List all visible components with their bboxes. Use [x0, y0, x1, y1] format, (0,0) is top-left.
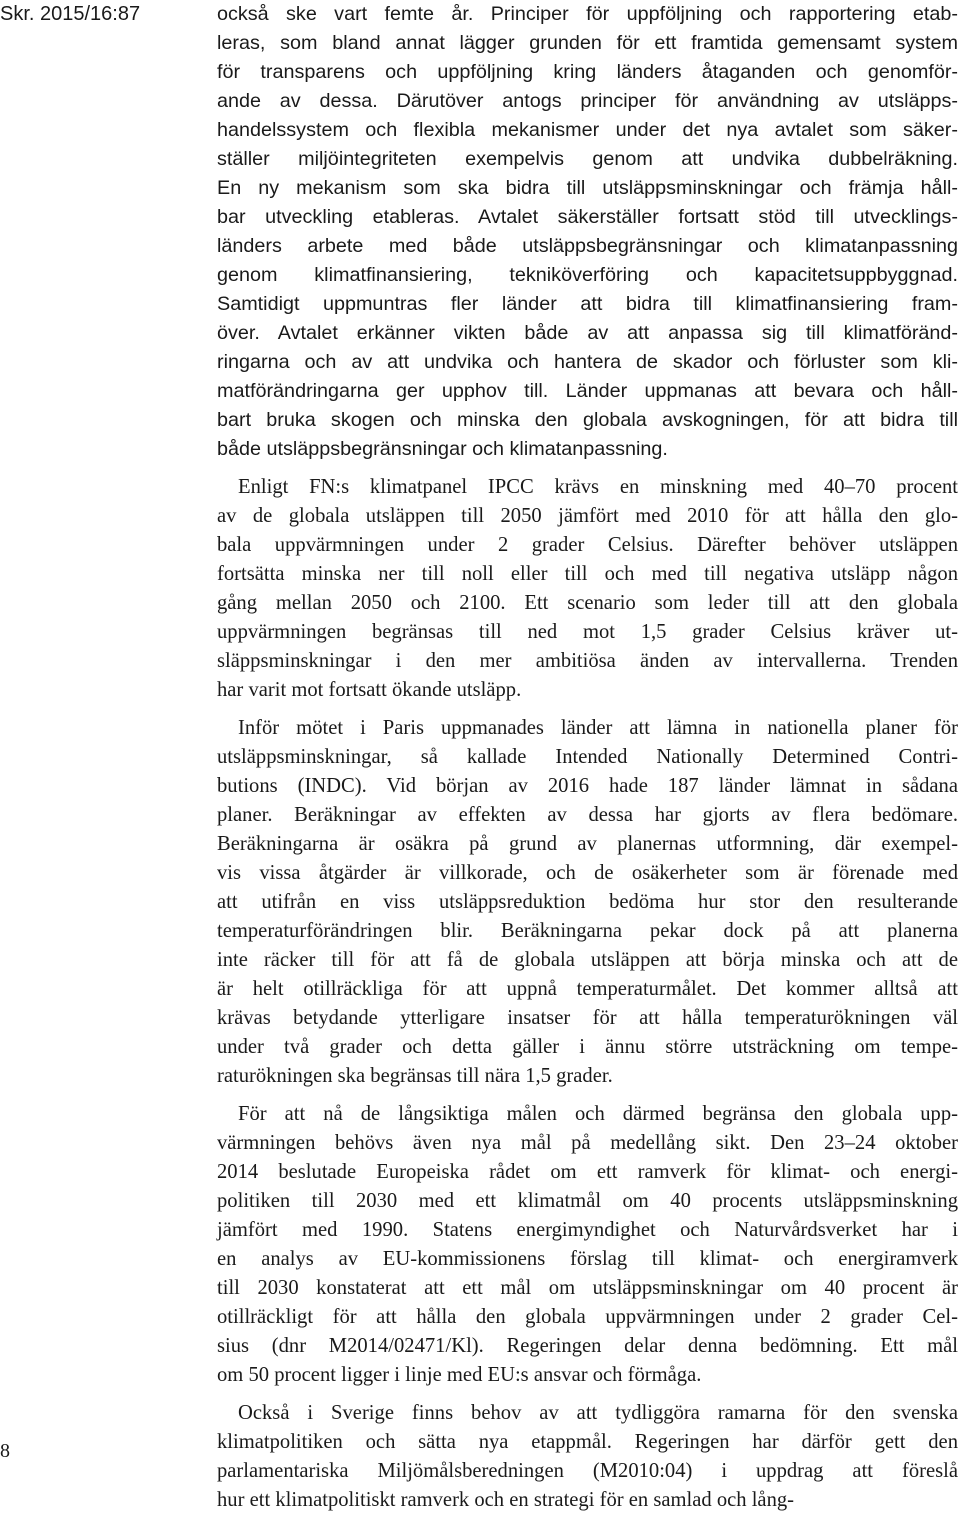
- text-line: vis vissa åtgärder är villkorade, och de osäkerheter som är förenade med: [217, 862, 958, 884]
- text-line: att utifrån en viss utsläppsreduktion bedöma hur stor den resulterande: [217, 891, 958, 913]
- text-line: För att nå de långsiktiga målen och därmed begränsa den globala upp-: [238, 1103, 958, 1125]
- text-line: släppsminskningar i den mer ambitiösa änden av intervallerna. Trenden: [217, 650, 958, 672]
- paragraph-gap: [217, 464, 958, 473]
- text-line: bart bruka skogen och minska den globala avskogningen, för att bidra till: [217, 409, 958, 431]
- text-line: butions (INDC). Vid början av 2016 hade 187 länder lämnat in sådana: [217, 775, 958, 797]
- text-line: 2014 beslutade Europeiska rådet om ett ramverk för klimat- och energi-: [217, 1161, 958, 1183]
- text-line: leras, som bland annat lägger grunden för ett framtida gemensamt system: [217, 32, 958, 54]
- text-line: Också i Sverige finns behov av att tydliggöra ramarna för den svenska: [238, 1402, 958, 1424]
- text-line: sius (dnr M2014/02471/Kl). Regeringen delar denna bedömning. Ett mål: [217, 1335, 958, 1357]
- text-line: under två grader och detta gäller i ännu större utsträckning om tempe-: [217, 1036, 958, 1058]
- text-line: har varit mot fortsatt ökande utsläpp.: [217, 679, 522, 701]
- text-line: krävas betydande ytterligare insatser för att hålla temperaturökningen väl: [217, 1007, 958, 1029]
- text-line: Samtidigt uppmuntras fler länder att bidra till klimatfinansiering fram-: [217, 293, 958, 315]
- paragraph: [217, 0, 958, 464]
- text-line: en analys av EU-kommissionens förslag till klimat- och energiramverk: [217, 1248, 958, 1270]
- text-line: parlamentariska Miljömålsberedningen (M2010:04) i uppdrag att föreslå: [217, 1460, 958, 1482]
- text-line: jämfört med 1990. Statens energimyndighet och Naturvårdsverket har i: [217, 1219, 958, 1241]
- text-line: inte räcker till för att få de globala utsläppen att börja minska och att de: [217, 949, 958, 971]
- page-number: 8: [0, 1440, 10, 1462]
- text-line: hur ett klimatpolitiskt ramverk och en strategi för en samlad och lång-: [217, 1489, 795, 1511]
- text-line: Enligt FN:s klimatpanel IPCC krävs en minskning med 40–70 procent: [238, 476, 958, 498]
- text-line: bala uppvärmningen under 2 grader Celsius. Därefter behöver utsläppen: [217, 534, 958, 556]
- text-line: av de globala utsläppen till 2050 jämfört med 2010 för att hålla den glo-: [217, 505, 958, 527]
- text-line: fortsätta minska ner till noll eller till och med till negativa utsläpp någon: [217, 563, 958, 585]
- paragraph-gap: [217, 1091, 958, 1100]
- text-line: ande av dessa. Därutöver antogs principer för användning av utsläpps-: [217, 90, 958, 112]
- text-line: Beräkningarna är osäkra på grund av planernas utformning, där exempel-: [217, 833, 958, 855]
- paragraph-gap: [217, 705, 958, 714]
- text-line: för transparens och uppföljning kring länders åtaganden och genomför-: [217, 61, 958, 83]
- text-line: temperaturförändringen blir. Beräkningarna pekar dock på att planerna: [217, 920, 958, 942]
- text-line: utsläppsminskningar, så kallade Intended Nationally Determined Contri-: [217, 746, 958, 768]
- text-line: ringarna och av att undvika och hantera de skador och förluster som kli-: [217, 351, 958, 373]
- text-line: är helt otillräckliga för att uppnå temperaturmålet. Det kommer alltså att: [217, 978, 958, 1000]
- paragraph-gap: [217, 1390, 958, 1399]
- text-line: matförändringarna ger upphov till. Länder uppmanas att bevara och håll-: [217, 380, 958, 402]
- text-line: bar utveckling etableras. Avtalet säkerställer fortsatt stöd till utvecklings-: [217, 206, 958, 228]
- text-line: till 2030 konstaterat att ett mål om utsläppsminskningar om 40 procent är: [217, 1277, 958, 1299]
- text-line: otillräckligt för att hålla den globala uppvärmningen under 2 grader Cel-: [217, 1306, 958, 1328]
- text-line: politiken till 2030 med ett klimatmål om 40 procents utsläppsminskning: [217, 1190, 958, 1212]
- text-line: gång mellan 2050 och 2100. Ett scenario som leder till att den globala: [217, 592, 958, 614]
- text-line: En ny mekanism som ska bidra till utsläppsminskningar och främja håll-: [217, 177, 958, 199]
- text-line: planer. Beräkningar av effekten av dessa har gjorts av flera bedömare.: [217, 804, 958, 826]
- paragraph: [217, 714, 958, 1091]
- paragraph: [217, 1399, 958, 1515]
- text-line: också ske vart femte år. Principer för uppföljning och rapportering etab-: [217, 3, 958, 25]
- body-text: [217, 0, 958, 1515]
- text-line: handelssystem och flexibla mekanismer under det nya avtalet som säker-: [217, 119, 958, 141]
- paragraph: [217, 473, 958, 705]
- text-line: uppvärmningen begränsas till ned mot 1,5 grader Celsius kräver ut-: [217, 621, 958, 643]
- text-line: raturökningen ska begränsas till nära 1,5 grader.: [217, 1065, 613, 1087]
- text-line: värmningen behövs även nya mål på medellång sikt. Den 23–24 oktober: [217, 1132, 958, 1154]
- document-reference: Skr. 2015/16:87: [0, 3, 141, 25]
- text-line: genom klimatfinansiering, tekniköverföring och kapacitetsuppbyggnad.: [217, 264, 958, 286]
- text-line: om 50 procent ligger i linje med EU:s ansvar och förmåga.: [217, 1364, 702, 1386]
- text-line: Inför mötet i Paris uppmanades länder att lämna in nationella planer för: [238, 717, 958, 739]
- paragraph: [217, 1100, 958, 1390]
- text-line: ställer miljöintegriteten exempelvis genom att undvika dubbelräkning.: [217, 148, 958, 170]
- text-line: både utsläppsbegränsningar och klimatanpassning.: [217, 438, 668, 460]
- text-line: klimatpolitiken och sätta nya etappmål. Regeringen har därför gett den: [217, 1431, 958, 1453]
- text-line: länders arbete med både utsläppsbegränsningar och klimatanpassning: [217, 235, 958, 257]
- text-line: över. Avtalet erkänner vikten både av att anpassa sig till klimatföränd-: [217, 322, 958, 344]
